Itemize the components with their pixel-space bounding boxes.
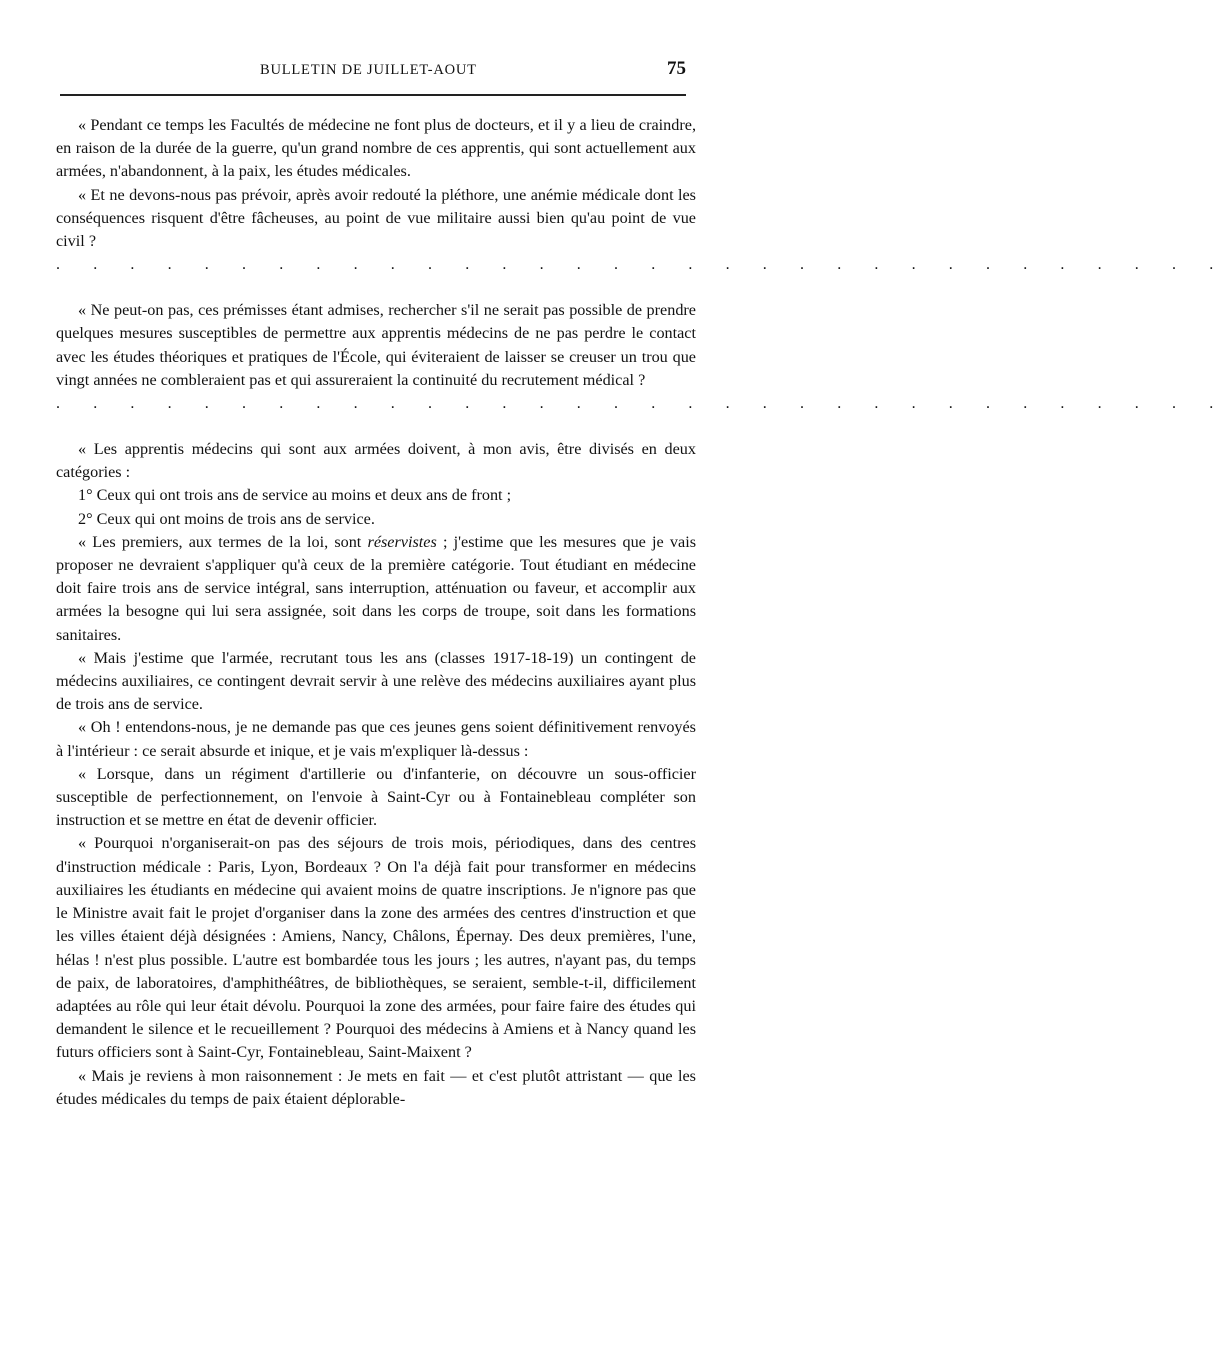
paragraph-contingent: « Mais j'estime que l'armée, recrutant tous les ans (classes 1917-18-19) un contingent de médecins auxiliaires, ce contingent devrait servir à une relève des médecins auxiliaires ayant plus de trois ans de service. <box>56 648 696 714</box>
list-item-second-category: 2° Ceux qui ont moins de trois ans de service. <box>78 509 375 528</box>
list-item-first-category: 1° Ceux qui ont trois ans de service au moins et deux ans de front ; <box>78 486 512 505</box>
paragraph-training-centres: « Pourquoi n'organiserait-on pas des séjours de trois mois, périodiques, dans des centres d'instruction médicale : Paris, Lyon, Bordeaux ? On l'a déjà fait pour transformer en médecins auxiliaires les étudiants en médecine qui avaient moins de quatre inscriptions. Je n'ignore pas que le Ministre avait fait le projet d'organiser dans la zone des armées des centres d'instruction et que les villes étaient déjà désignées : Amiens, Nancy, Châlons, Épernay. Des deux premières, l'une, hélas ! n'est plus possible. L'autre est bombardée tous les jours ; les autres, n'ayant pas, du temps de paix, de laboratoires, d'amphithéâtres, de bibliothèques, se seraient, semble-t-il, difficilement adaptées au rôle qui leur était dévolu. Pourquoi la zone des armées, pour faire faire des études qui demandent le silence et le recueillement ? Pourquoi des médecins à Amiens et à Nancy quand les futurs officiers sont à Saint-Cyr, Fontainebleau, Saint-Maixent ? <box>56 834 696 1062</box>
paragraph-clarification: « Oh ! entendons-nous, je ne demande pas que ces jeunes gens soient définitivement renvoyés à l'intérieur : ce serait absurde et inique, et je vais m'expliquer là-dessus : <box>56 718 696 760</box>
section-gap <box>56 415 696 438</box>
ellipsis-row: . . . . . . . . . . . . . . . . . . . . . . . . . . . . . . . . <box>56 395 1228 413</box>
text-run: ; j'estime que les mesures que je vais proposer ne devraient s'appliquer qu'à ceux de la première catégorie. Tout étudiant en médecine doit faire trois ans de service intégral, sans interruption, atténuation ou faveur, et accomplir aux armées la besogne qui lui sera assignée, soit dans les corps de troupe, soit dans les formations sanitaires. <box>56 532 697 644</box>
paragraph-reasoning: « Mais je reviens à mon raisonnement : Je mets en fait — et c'est plutôt attristant — que les études médicales du temps de paix étaient déplorable- <box>56 1066 696 1108</box>
page-header <box>60 58 686 88</box>
section-gap <box>56 276 696 299</box>
text-run: « Les premiers, aux termes de la loi, sont <box>78 532 368 551</box>
paragraph-anemia: « Et ne devons-nous pas prévoir, après avoir redouté la pléthore, une anémie médicale dont les conséquences risquent d'être fâcheuses, au point de vue militaire aussi bien qu'au point de vue civil ? <box>56 185 696 251</box>
page-number: 75 <box>667 58 686 79</box>
emphasis-reservistes: réservistes <box>367 532 437 551</box>
body-text <box>56 114 1228 1111</box>
ellipsis-row: . . . . . . . . . . . . . . . . . . . . . . . . . . . . . . . . <box>56 256 1228 274</box>
header-rule <box>60 94 686 96</box>
paragraph-reservists <box>56 531 696 647</box>
paragraph-saint-cyr: « Lorsque, dans un régiment d'artillerie ou d'infanterie, on découvre un sous-officier susceptible de perfectionnement, on l'envoie à Saint-Cyr ou à Fontainebleau compléter son instruction et se mettre en état de devenir officier. <box>56 764 696 830</box>
running-title: BULLETIN DE JUILLET-AOUT <box>260 62 477 78</box>
paragraph-premises: « Ne peut-on pas, ces prémisses étant admises, rechercher s'il ne serait pas possible de prendre quelques mesures susceptibles de permettre aux apprentis médecins de ne pas perdre le contact avec les études théoriques et pratiques de l'École, qui éviteraient de laisser se creuser un trou que vingt années ne combleraient pas et qui assureraient la continuité du recrutement médical ? <box>56 301 696 389</box>
paragraph-categories: « Les apprentis médecins qui sont aux armées doivent, à mon avis, être divisés en deux catégories : <box>56 440 696 482</box>
paragraph-faculties: « Pendant ce temps les Facultés de médecine ne font plus de docteurs, et il y a lieu de craindre, en raison de la durée de la guerre, qu'un grand nombre de ces apprentis, qui sont actuellement aux armées, n'abandonnent, à la paix, les études médicales. <box>56 116 696 181</box>
